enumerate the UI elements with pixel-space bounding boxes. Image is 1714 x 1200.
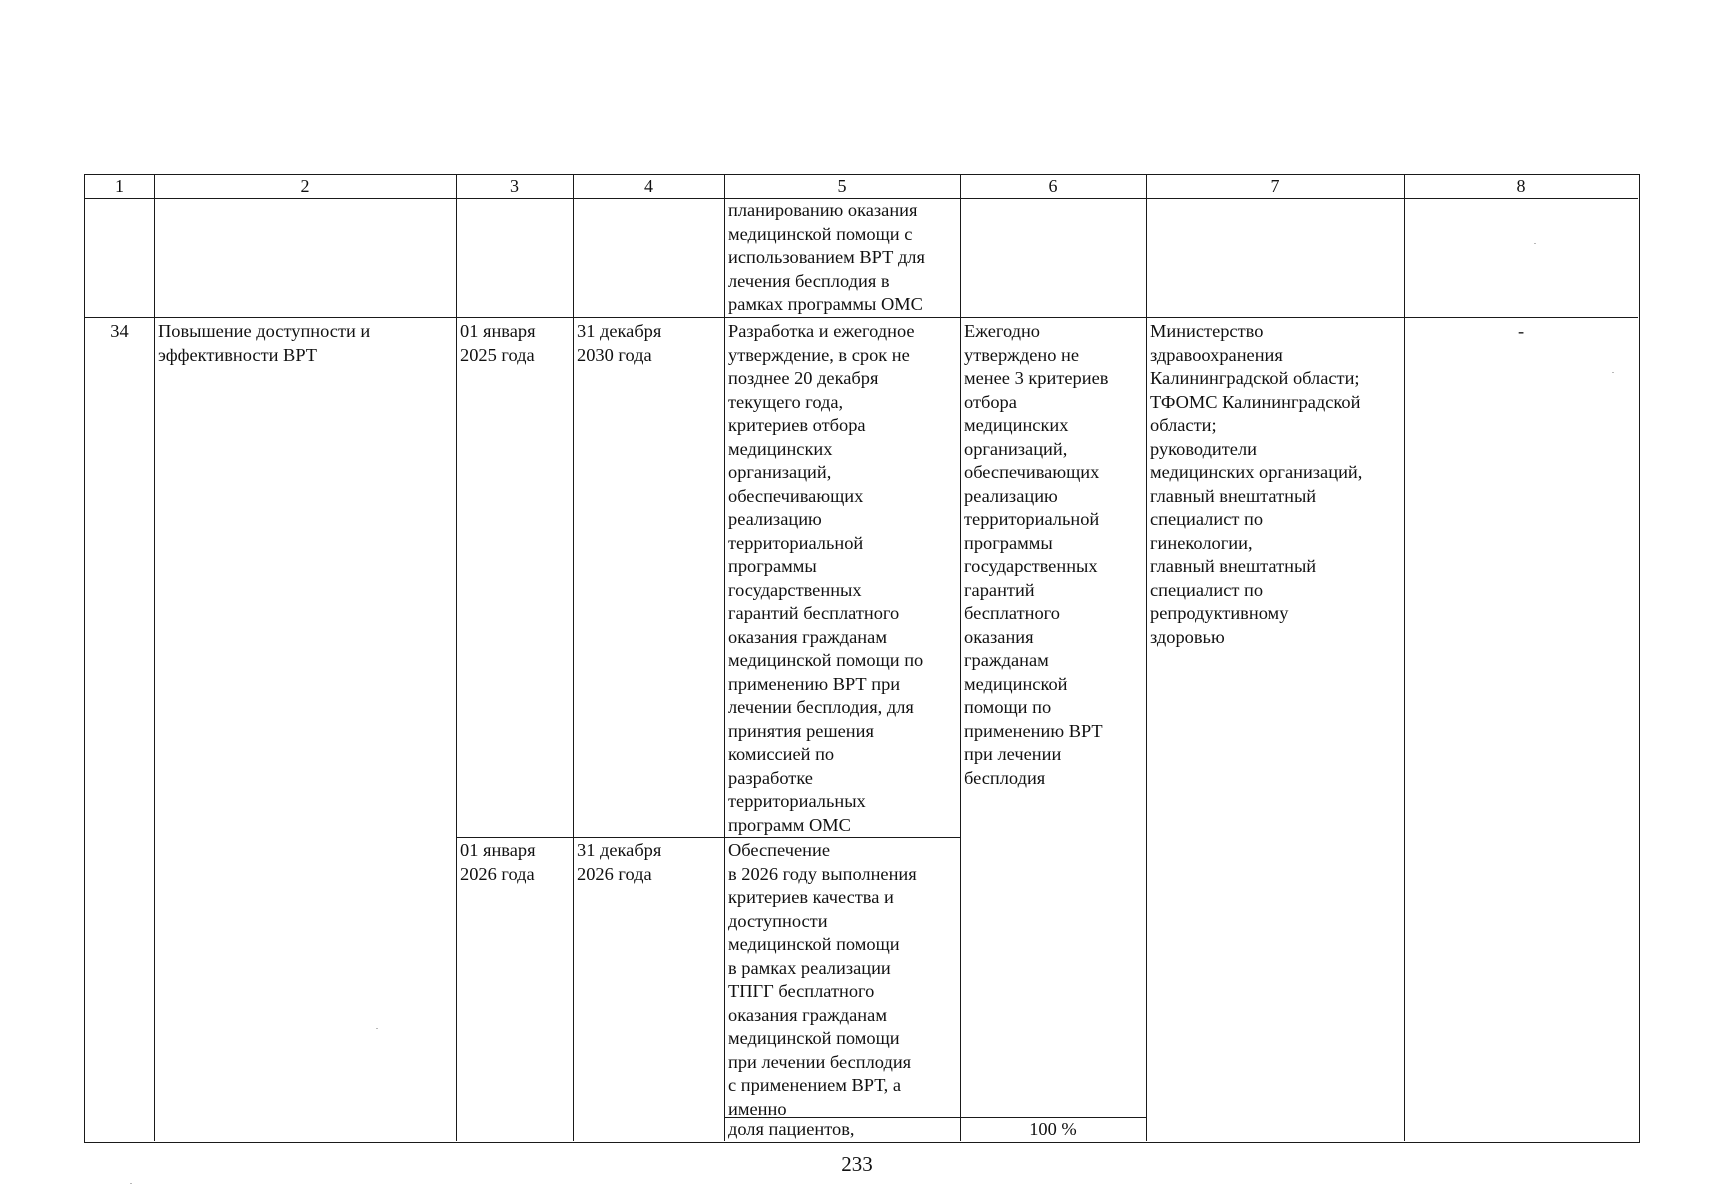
col-divider: [724, 175, 725, 1141]
header-col-7: 7: [1270, 176, 1280, 196]
header-col-1: 1: [115, 176, 124, 196]
continuation-result-text: планированию оказания медицинской помощи с использованием ВРТ для лечения бесплодия в рамках программы ОМС: [728, 200, 925, 314]
scan-speck: [130, 1183, 132, 1184]
end-date-2: 31 декабря 2026 года: [577, 840, 662, 884]
header-col-8: 8: [1516, 176, 1526, 196]
row-rule: [85, 317, 1638, 318]
col-divider: [456, 175, 457, 1141]
result-text-3: доля пациентов,: [728, 1119, 855, 1139]
header-col-5: 5: [837, 176, 847, 196]
col-divider: [1146, 175, 1147, 1141]
start-date-2: 01 января 2026 года: [460, 840, 536, 884]
header-col-6: 6: [1048, 176, 1058, 196]
col-divider: [960, 175, 961, 1141]
plan-table: [84, 174, 1640, 1143]
scan-speck: [1612, 372, 1614, 373]
col-divider: [573, 175, 574, 1141]
end-date-1: 31 декабря 2030 года: [577, 321, 662, 365]
responsible-text: Министерство здравоохранения Калининградской области; ТФОМС Калининградской области; руководители медицинских организаций, главный внештатный специалист по гинекологии, главный внештатный специалист по репродуктивному здоровью: [1150, 321, 1363, 647]
indicator-text-1: Ежегодно утверждено не менее 3 критериев отбора медицинских организаций, обеспечивающих реализацию территориальной программы государственных гарантий бесплатного оказания гражданам медицинской помощи по применению ВРТ при лечении бесплодия: [964, 321, 1109, 788]
header-col-3: 3: [510, 176, 519, 196]
header-col-2: 2: [300, 176, 310, 196]
note-text: -: [1517, 321, 1525, 341]
scan-speck: [1534, 243, 1536, 244]
row-number: 34: [110, 321, 129, 341]
measure-name: Повышение доступности и эффективности ВРТ: [158, 321, 371, 365]
header-col-4: 4: [644, 176, 653, 196]
page-number: 233: [841, 1152, 873, 1176]
result-text-1: Разработка и ежегодное утверждение, в срок не позднее 20 декабря текущего года, критериев отбора медицинских организаций, обеспечивающих реализацию территориальной программы государственных гарантий бесплатного оказания гражданам медицинской помощи по применению ВРТ при лечении бесплодия, для принятия решения комиссией по разработке территориальных программ ОМС: [728, 321, 924, 835]
scan-speck: [376, 1028, 378, 1029]
start-date-1: 01 января 2025 года: [460, 321, 536, 365]
col-divider: [154, 175, 155, 1141]
indicator-text-3: 100 %: [1029, 1119, 1077, 1139]
result-text-2: Обеспечение в 2026 году выполнения критериев качества и доступности медицинской помощи в рамках реализации ТПГГ бесплатного оказания гражданам медицинской помощи при лечении бесплодия с применением ВРТ, а именно: [728, 840, 917, 1119]
